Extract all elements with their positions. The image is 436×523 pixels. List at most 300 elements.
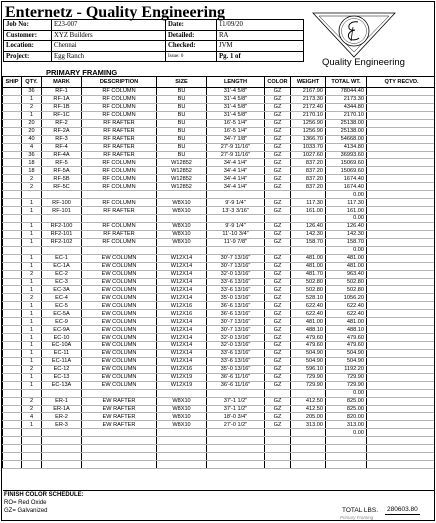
cell-color: GZ	[265, 334, 291, 342]
table-row	[3, 429, 436, 437]
cell-total-wt: 54668.00	[326, 135, 367, 143]
cell-length	[207, 429, 265, 437]
cell-size	[157, 246, 207, 254]
cell-size	[157, 215, 207, 223]
cell-size	[157, 191, 207, 199]
cell-ship	[3, 159, 22, 167]
cell-description: EW COLUMN	[82, 373, 157, 381]
cell-size: W8X10	[157, 238, 207, 246]
cell-weight	[291, 215, 326, 223]
cell-size: W8X10	[157, 397, 207, 405]
table-row	[3, 95, 436, 103]
cell-length: 30'-7 13/16"	[207, 254, 265, 262]
cell-qty	[22, 215, 42, 223]
cell-size: BU	[157, 151, 207, 159]
table-row	[3, 238, 436, 246]
cell-qty	[22, 453, 42, 461]
cell-size: W12X16	[157, 310, 207, 318]
cell-weight: 313.00	[291, 421, 326, 429]
job-no-value: E23-007	[52, 20, 166, 31]
cell-qty-recvd	[367, 127, 436, 135]
cell-description: RF COLUMN	[82, 222, 157, 230]
cell-qty-recvd	[367, 246, 436, 254]
finish-ro: RO= Red Oxide	[4, 500, 47, 506]
cell-qty: 2	[22, 405, 42, 413]
cell-weight: 412.50	[291, 397, 326, 405]
cell-mark: EC-3	[42, 278, 82, 286]
cell-weight: 479.60	[291, 334, 326, 342]
cell-length: 16'-5 1/4"	[207, 127, 265, 135]
cell-color	[265, 215, 291, 223]
cell-color: GZ	[265, 207, 291, 215]
cell-length: 36'-6 13/16"	[207, 310, 265, 318]
cell-qty	[22, 461, 42, 469]
cell-size	[157, 429, 207, 437]
cell-description: RF COLUMN	[82, 238, 157, 246]
page-number: Pg. 1 of	[217, 51, 304, 62]
table-header-row	[3, 77, 436, 88]
cell-ship	[3, 334, 22, 342]
cell-qty: 1	[22, 310, 42, 318]
cell-color: GZ	[265, 230, 291, 238]
total-lbs-label: TOTAL LBS.	[342, 507, 379, 514]
table-row	[3, 230, 436, 238]
cell-total-wt: 504.90	[326, 349, 367, 357]
cell-weight: 481.00	[291, 254, 326, 262]
cell-qty	[22, 389, 42, 397]
cell-qty: 18	[22, 167, 42, 175]
cell-mark: EC-5	[42, 302, 82, 310]
cell-size: W8X10	[157, 207, 207, 215]
cell-qty-recvd	[367, 373, 436, 381]
cell-ship	[3, 143, 22, 151]
cell-qty: 1	[22, 286, 42, 294]
cell-qty: 2	[22, 270, 42, 278]
cell-qty-recvd	[367, 437, 436, 445]
cell-mark: RF-1A	[42, 95, 82, 103]
cell-mark: RF2-102	[42, 238, 82, 246]
cell-weight	[291, 461, 326, 469]
cell-mark: EC-5A	[42, 310, 82, 318]
cell-color	[265, 389, 291, 397]
cell-description	[82, 215, 157, 223]
cell-weight: 142.30	[291, 230, 326, 238]
cell-weight	[291, 429, 326, 437]
cell-color: GZ	[265, 294, 291, 302]
cell-size	[157, 389, 207, 397]
cell-qty: 2	[22, 183, 42, 191]
table-row	[3, 373, 436, 381]
cell-weight	[291, 389, 326, 397]
cell-total-wt: 479.60	[326, 334, 367, 342]
cell-description: RF COLUMN	[82, 95, 157, 103]
cell-size: W12X14	[157, 262, 207, 270]
bill-of-materials-sheet	[1, 1, 435, 521]
cell-length	[207, 437, 265, 445]
cell-qty	[22, 191, 42, 199]
cell-ship	[3, 429, 22, 437]
cell-size: W12X16	[157, 302, 207, 310]
cell-qty: 2	[22, 294, 42, 302]
cell-length: 27'-9 11/16"	[207, 143, 265, 151]
cell-mark	[42, 453, 82, 461]
cell-qty: 1	[22, 207, 42, 215]
cell-description: EW COLUMN	[82, 381, 157, 389]
cell-color	[265, 453, 291, 461]
cell-weight	[291, 445, 326, 453]
cell-qty-recvd	[367, 270, 436, 278]
cell-total-wt: 820.00	[326, 413, 367, 421]
cell-ship	[3, 397, 22, 405]
cell-qty-recvd	[367, 334, 436, 342]
cell-length	[207, 453, 265, 461]
cell-ship	[3, 413, 22, 421]
cell-mark: RF-4	[42, 143, 82, 151]
cell-weight: 158.70	[291, 238, 326, 246]
cell-ship	[3, 389, 22, 397]
cell-color: GZ	[265, 349, 291, 357]
cell-mark: RF-4A	[42, 151, 82, 159]
finish-title: FINISH COLOR SCHEDULE:	[4, 492, 84, 498]
table-row	[3, 294, 436, 302]
cell-color: GZ	[265, 175, 291, 183]
cell-ship	[3, 246, 22, 254]
cell-mark: EC-4	[42, 294, 82, 302]
col-length: LENGTH	[207, 77, 265, 88]
cell-ship	[3, 254, 22, 262]
cell-color	[265, 445, 291, 453]
cell-total-wt: 963.40	[326, 270, 367, 278]
cell-total-wt: 729.90	[326, 381, 367, 389]
cell-ship	[3, 111, 22, 119]
table-row	[3, 88, 436, 96]
cell-length: 33'-6 13/16"	[207, 286, 265, 294]
cell-color: GZ	[265, 127, 291, 135]
col-description: DESCRIPTION	[82, 77, 157, 88]
cell-qty-recvd	[367, 405, 436, 413]
cell-qty: 18	[22, 159, 42, 167]
cell-description: EW COLUMN	[82, 310, 157, 318]
cell-qty-recvd	[367, 445, 436, 453]
cell-weight	[291, 191, 326, 199]
location-label: Location:	[4, 41, 52, 52]
cell-color: GZ	[265, 357, 291, 365]
cell-length	[207, 445, 265, 453]
cell-weight: 837.20	[291, 167, 326, 175]
cell-qty	[22, 445, 42, 453]
cell-description: EW RAFTER	[82, 397, 157, 405]
table-row	[3, 191, 436, 199]
cell-qty-recvd	[367, 286, 436, 294]
table-row	[3, 111, 436, 119]
cell-length: 31'-4 5/8"	[207, 111, 265, 119]
table-row	[3, 453, 436, 461]
cell-weight	[291, 453, 326, 461]
cell-description: EW COLUMN	[82, 270, 157, 278]
cell-mark	[42, 246, 82, 254]
cell-ship	[3, 230, 22, 238]
cell-size	[157, 445, 207, 453]
detailed-label: Detailed:	[166, 30, 217, 41]
cell-mark	[42, 437, 82, 445]
col-qty: QTY.	[22, 77, 42, 88]
cell-description	[82, 246, 157, 254]
cell-qty: 4	[22, 413, 42, 421]
cell-length: 27'-0 1/2"	[207, 421, 265, 429]
cell-size: W12X14	[157, 357, 207, 365]
cell-total-wt: 2173.30	[326, 95, 367, 103]
cell-total-wt: 825.00	[326, 405, 367, 413]
cell-size: W12X19	[157, 373, 207, 381]
cell-weight: 502.80	[291, 286, 326, 294]
cell-ship	[3, 167, 22, 175]
cell-color: GZ	[265, 326, 291, 334]
cell-color: GZ	[265, 342, 291, 350]
col-size: SIZE	[157, 77, 207, 88]
cell-qty	[22, 246, 42, 254]
cell-description: EW COLUMN	[82, 278, 157, 286]
cell-description: EW COLUMN	[82, 357, 157, 365]
cell-ship	[3, 119, 22, 127]
cell-description: EW COLUMN	[82, 365, 157, 373]
cell-mark: RF-5	[42, 159, 82, 167]
cell-qty-recvd	[367, 389, 436, 397]
cell-qty-recvd	[367, 111, 436, 119]
project-label: Project:	[4, 51, 52, 62]
cell-weight: 837.20	[291, 159, 326, 167]
cell-description	[82, 429, 157, 437]
cell-mark: EC-13	[42, 373, 82, 381]
cell-qty-recvd	[367, 207, 436, 215]
table-row	[3, 397, 436, 405]
table-row	[3, 405, 436, 413]
cell-qty-recvd	[367, 413, 436, 421]
table-row	[3, 342, 436, 350]
cell-qty: 1	[22, 199, 42, 207]
cell-size: W12852	[157, 183, 207, 191]
cell-total-wt	[326, 461, 367, 469]
cell-color: GZ	[265, 151, 291, 159]
cell-mark: RF-5B	[42, 175, 82, 183]
cell-size: W12852	[157, 175, 207, 183]
table-row	[3, 222, 436, 230]
col-mark: MARK	[42, 77, 82, 88]
cell-ship	[3, 199, 22, 207]
cell-qty-recvd	[367, 95, 436, 103]
cell-size	[157, 453, 207, 461]
finish-gz: GZ= Galvanized	[4, 508, 48, 514]
cell-length: 34'-4 1/4"	[207, 167, 265, 175]
cell-qty-recvd	[367, 278, 436, 286]
cell-ship	[3, 445, 22, 453]
cell-total-wt	[326, 453, 367, 461]
cell-size: W8X10	[157, 421, 207, 429]
table-row	[3, 270, 436, 278]
cell-mark: EC-2	[42, 270, 82, 278]
table-row	[3, 413, 436, 421]
cell-description: EW COLUMN	[82, 254, 157, 262]
table-row	[3, 326, 436, 334]
cell-length: 30'-7 13/16"	[207, 318, 265, 326]
cell-qty-recvd	[367, 326, 436, 334]
cell-size: W12X14	[157, 326, 207, 334]
cell-ship	[3, 135, 22, 143]
cell-total-wt: 313.00	[326, 421, 367, 429]
cell-color: GZ	[265, 365, 291, 373]
cell-weight: 1366.70	[291, 135, 326, 143]
table-row	[3, 135, 436, 143]
table-row	[3, 381, 436, 389]
cell-description: EW RAFTER	[82, 405, 157, 413]
cell-mark: RF-100	[42, 199, 82, 207]
cell-description: EW COLUMN	[82, 302, 157, 310]
table-row	[3, 215, 436, 223]
cell-mark: RF-2A	[42, 127, 82, 135]
cell-color: GZ	[265, 286, 291, 294]
cell-qty: 1	[22, 238, 42, 246]
cell-ship	[3, 215, 22, 223]
cell-length: 31'-4 5/8"	[207, 103, 265, 111]
cell-color: GZ	[265, 302, 291, 310]
cell-total-wt: 4344.80	[326, 103, 367, 111]
cell-color: GZ	[265, 183, 291, 191]
cell-total-wt: 481.00	[326, 262, 367, 270]
company-title: Enternetz - Quality Engineering	[5, 4, 225, 21]
total-sub-note: Primary Framing	[340, 515, 374, 520]
cell-total-wt: 479.60	[326, 342, 367, 350]
cell-color: GZ	[265, 413, 291, 421]
cell-total-wt: 622.40	[326, 302, 367, 310]
cell-weight	[291, 246, 326, 254]
cell-weight: 412.50	[291, 405, 326, 413]
cell-color: GZ	[265, 254, 291, 262]
cell-qty: 1	[22, 357, 42, 365]
cell-color: GZ	[265, 318, 291, 326]
cell-length: 36'-6 11/16"	[207, 373, 265, 381]
cell-qty-recvd	[367, 135, 436, 143]
cell-qty: 1	[22, 334, 42, 342]
cell-weight: 481.00	[291, 262, 326, 270]
cell-length: 35'-0 13/16"	[207, 294, 265, 302]
cell-description: RF RAFTER	[82, 119, 157, 127]
cell-mark	[42, 461, 82, 469]
cell-size: BU	[157, 88, 207, 96]
cell-color	[265, 461, 291, 469]
cell-mark	[42, 445, 82, 453]
cell-length: 36'-6 13/16"	[207, 302, 265, 310]
cell-length: 31'-4 5/8"	[207, 88, 265, 96]
cell-description	[82, 191, 157, 199]
cell-mark: RF-1	[42, 88, 82, 96]
table-row	[3, 310, 436, 318]
cell-length: 33'-6 13/16"	[207, 278, 265, 286]
location-value: Chennai	[52, 41, 166, 52]
cell-ship	[3, 95, 22, 103]
cell-total-wt: 0.00	[326, 429, 367, 437]
cell-mark	[42, 191, 82, 199]
table-row	[3, 302, 436, 310]
cell-qty: 1	[22, 342, 42, 350]
cell-qty: 36	[22, 151, 42, 159]
cell-description: RF RAFTER	[82, 230, 157, 238]
cell-qty-recvd	[367, 151, 436, 159]
cell-qty-recvd	[367, 230, 436, 238]
checked-label: Checked:	[166, 41, 217, 52]
cell-weight: 2170.10	[291, 111, 326, 119]
cell-size: W12X14	[157, 318, 207, 326]
customer-label: Customer:	[4, 30, 52, 41]
cell-size: W12X14	[157, 286, 207, 294]
cell-length: 33'-6 13/16"	[207, 349, 265, 357]
cell-color: GZ	[265, 270, 291, 278]
table-row	[3, 262, 436, 270]
cell-description: EW COLUMN	[82, 294, 157, 302]
cell-description: RF COLUMN	[82, 88, 157, 96]
cell-color: GZ	[265, 103, 291, 111]
cell-color: GZ	[265, 238, 291, 246]
cell-qty-recvd	[367, 302, 436, 310]
cell-weight: 2172.40	[291, 103, 326, 111]
cell-weight: 837.20	[291, 183, 326, 191]
issue-value: 0	[180, 53, 184, 59]
cell-weight: 2167.90	[291, 88, 326, 96]
cell-color	[265, 429, 291, 437]
table-row	[3, 143, 436, 151]
cell-color: GZ	[265, 262, 291, 270]
cell-total-wt: 0.00	[326, 389, 367, 397]
cell-total-wt: 126.40	[326, 222, 367, 230]
cell-length: 13'-3 3/16"	[207, 207, 265, 215]
cell-description: RF COLUMN	[82, 199, 157, 207]
cell-ship	[3, 262, 22, 270]
cell-weight: 729.90	[291, 373, 326, 381]
cell-description: RF RAFTER	[82, 151, 157, 159]
cell-ship	[3, 127, 22, 135]
cell-total-wt: 488.10	[326, 326, 367, 334]
table-row	[3, 159, 436, 167]
cell-qty-recvd	[367, 103, 436, 111]
cell-weight: 205.00	[291, 413, 326, 421]
cell-mark: EC-12	[42, 365, 82, 373]
cell-ship	[3, 405, 22, 413]
cell-weight: 2173.30	[291, 95, 326, 103]
cell-color: GZ	[265, 405, 291, 413]
cell-ship	[3, 270, 22, 278]
cell-mark: EC-9	[42, 318, 82, 326]
cell-ship	[3, 88, 22, 96]
table-row	[3, 167, 436, 175]
cell-length: 34'-7 1/8"	[207, 135, 265, 143]
section-title: PRIMARY FRAMING	[46, 68, 118, 77]
col-ship: SHIP	[3, 77, 22, 88]
cell-length: 32'-0 13/16"	[207, 334, 265, 342]
cell-description	[82, 437, 157, 445]
cell-weight: 528.10	[291, 294, 326, 302]
cell-total-wt: 481.00	[326, 318, 367, 326]
cell-weight: 488.10	[291, 326, 326, 334]
cell-qty-recvd	[367, 183, 436, 191]
date-value: 11/09/20	[217, 20, 304, 31]
cell-weight: 1033.70	[291, 143, 326, 151]
cell-qty: 1	[22, 111, 42, 119]
cell-color: GZ	[265, 135, 291, 143]
cell-description: RF COLUMN	[82, 159, 157, 167]
cell-size: BU	[157, 103, 207, 111]
cell-qty-recvd	[367, 357, 436, 365]
table-row	[3, 151, 436, 159]
cell-size: W12X14	[157, 342, 207, 350]
cell-weight: 126.40	[291, 222, 326, 230]
